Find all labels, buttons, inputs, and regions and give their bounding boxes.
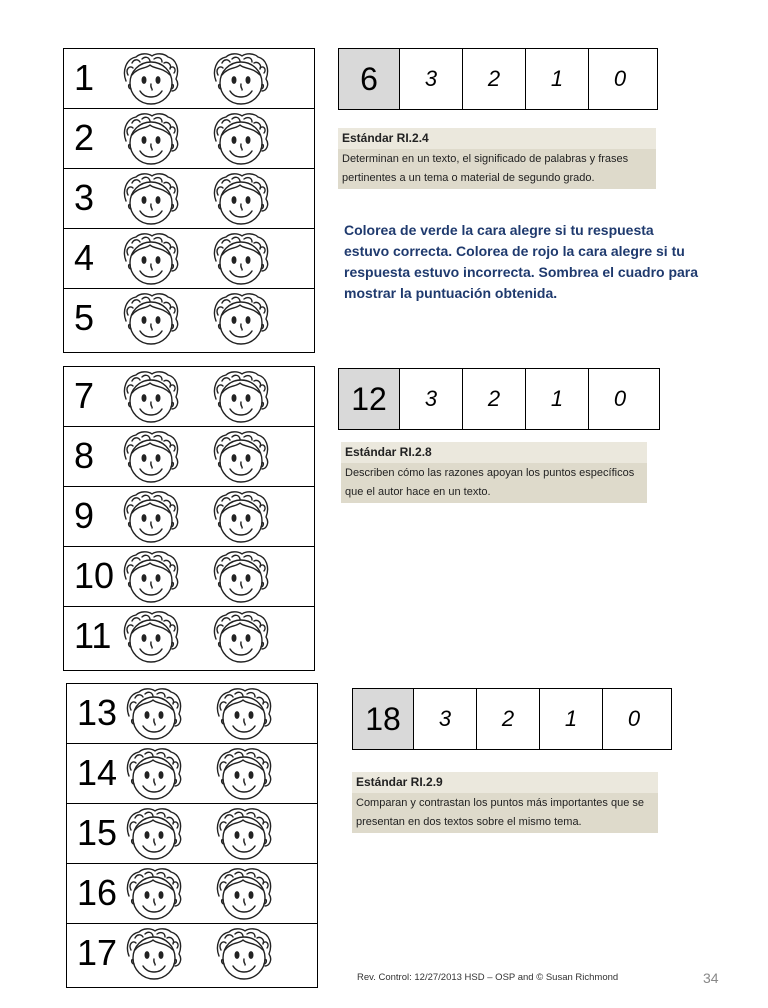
score-option[interactable]: 2	[463, 369, 526, 429]
face-row	[64, 547, 314, 607]
smiley-face-icon[interactable]	[118, 51, 184, 107]
item-number: 16	[77, 872, 118, 913]
face-row	[64, 487, 314, 547]
face-row	[64, 109, 314, 169]
score-option[interactable]: 1	[526, 369, 589, 429]
smiley-face-icon[interactable]	[121, 806, 187, 862]
face-row	[64, 427, 314, 487]
score-option[interactable]: 3	[400, 49, 463, 109]
item-number: 10	[74, 555, 115, 596]
standard-box-2	[341, 442, 647, 503]
score-option[interactable]: 0	[613, 66, 627, 91]
smiley-face-icon[interactable]	[208, 489, 274, 545]
footer-text: Rev. Control: 12/27/2013 HSD – OSP and © Susan Richmond	[357, 972, 619, 983]
score-option[interactable]: 3	[400, 369, 463, 429]
face-row	[64, 289, 314, 349]
smiley-face-icon[interactable]	[208, 609, 274, 665]
item-number: 8	[74, 435, 95, 476]
score-total-label: 12	[339, 369, 400, 429]
smiley-face-icon[interactable]	[208, 111, 274, 167]
smiley-face-icon[interactable]	[208, 231, 274, 287]
standard-text: Determinan en un texto, el significado de palabras y frases pertinentes a un tema o material de segundo grado.	[338, 149, 656, 189]
smiley-face-icon[interactable]	[118, 111, 184, 167]
smiley-face-icon[interactable]	[208, 291, 274, 347]
smiley-face-icon[interactable]	[208, 171, 274, 227]
smiley-face-icon[interactable]	[118, 171, 184, 227]
smiley-face-icon[interactable]	[121, 746, 187, 802]
item-number: 5	[74, 297, 95, 338]
face-row	[67, 804, 317, 864]
score-box-2	[338, 368, 660, 430]
smiley-face-icon[interactable]	[211, 746, 277, 802]
face-grid-2	[63, 366, 315, 671]
score-option[interactable]: 1	[526, 49, 589, 109]
smiley-face-icon[interactable]	[118, 291, 184, 347]
standard-box-1	[338, 128, 656, 189]
smiley-face-icon[interactable]	[121, 866, 187, 922]
face-row	[67, 924, 317, 984]
item-number: 14	[77, 752, 118, 793]
smiley-face-icon[interactable]	[208, 429, 274, 485]
smiley-face-icon[interactable]	[211, 926, 277, 982]
score-option[interactable]: 0	[613, 386, 627, 411]
smiley-face-icon[interactable]	[118, 489, 184, 545]
smiley-face-icon[interactable]	[208, 549, 274, 605]
standard-title: Estándar RI.2.8	[341, 442, 647, 463]
score-box-3	[352, 688, 672, 750]
item-number: 9	[74, 495, 95, 536]
smiley-face-icon[interactable]	[211, 806, 277, 862]
smiley-face-icon[interactable]	[208, 51, 274, 107]
item-number: 13	[77, 692, 118, 733]
face-row	[64, 169, 314, 229]
smiley-face-icon[interactable]	[211, 686, 277, 742]
face-grid-3	[66, 683, 318, 988]
item-number: 15	[77, 812, 118, 853]
standard-text: Describen cómo las razones apoyan los puntos específicos que el autor hace en un texto.	[341, 463, 647, 503]
page-number: 34	[703, 970, 719, 986]
face-row	[64, 229, 314, 289]
item-number: 2	[74, 117, 95, 158]
smiley-face-icon[interactable]	[118, 369, 184, 425]
face-row	[64, 49, 314, 109]
score-total-label: 18	[353, 689, 414, 749]
item-number: 11	[74, 615, 112, 656]
item-number: 17	[77, 932, 118, 973]
smiley-face-icon[interactable]	[118, 231, 184, 287]
standard-title: Estándar RI.2.4	[338, 128, 656, 149]
score-total-label: 6	[339, 49, 400, 109]
standard-title: Estándar RI.2.9	[352, 772, 658, 793]
score-box-1	[338, 48, 658, 110]
smiley-face-icon[interactable]	[121, 926, 187, 982]
score-option[interactable]: 1	[540, 689, 603, 749]
standard-text: Comparan y contrastan los puntos más importantes que se presentan en dos textos sobre el mismo tema.	[352, 793, 658, 833]
item-number: 4	[74, 237, 95, 278]
smiley-face-icon[interactable]	[118, 609, 184, 665]
smiley-face-icon[interactable]	[118, 549, 184, 605]
face-grid-1	[63, 48, 315, 353]
smiley-face-icon[interactable]	[208, 369, 274, 425]
instructions-text: Colorea de verde la cara alegre si tu respuesta estuvo correcta. Colorea de rojo la cara alegre si tu respuesta estuvo incorrecta. Sombrea el cuadro para mostrar la puntuación obtenida.	[344, 222, 699, 301]
face-row	[64, 367, 314, 427]
standard-box-3	[352, 772, 658, 833]
score-option[interactable]: 0	[627, 706, 641, 731]
item-number: 7	[74, 375, 95, 416]
smiley-face-icon[interactable]	[211, 866, 277, 922]
score-option[interactable]: 2	[477, 689, 540, 749]
face-row	[67, 744, 317, 804]
face-row	[67, 864, 317, 924]
smiley-face-icon[interactable]	[118, 429, 184, 485]
item-number: 3	[74, 177, 95, 218]
item-number: 1	[74, 57, 95, 98]
face-row	[64, 607, 314, 667]
score-option[interactable]: 2	[463, 49, 526, 109]
score-option[interactable]: 3	[414, 689, 477, 749]
smiley-face-icon[interactable]	[121, 686, 187, 742]
face-row	[67, 684, 317, 744]
